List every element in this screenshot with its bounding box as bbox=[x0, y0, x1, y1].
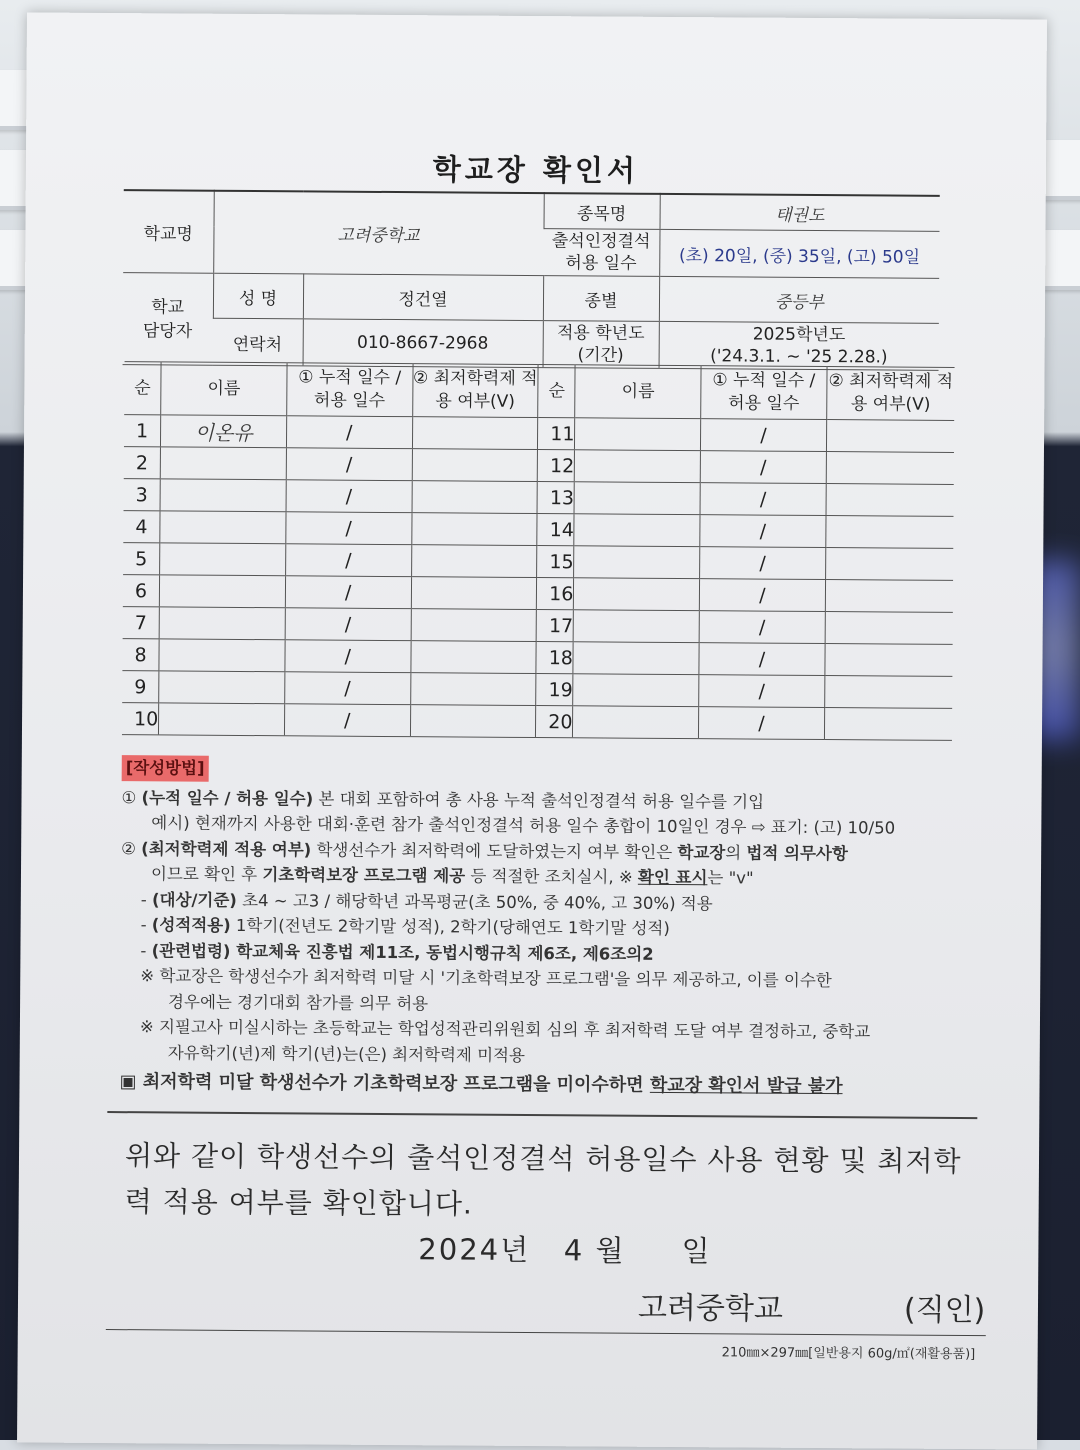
guide-text: 기초학력보장 프로그램 제공 bbox=[262, 865, 466, 886]
days-cell: / bbox=[286, 480, 412, 513]
student-name bbox=[160, 511, 286, 544]
header-days: ① 누적 일수 / 허용 일수 bbox=[287, 363, 413, 417]
min-cell bbox=[824, 676, 952, 709]
guide-text: 의 bbox=[725, 842, 747, 862]
guide-note: ※ 지필고사 미실시하는 초등학교는 학업성적관리위원회 심의 후 최저학력 도달 여부 결정하고, 중학교 bbox=[139, 1017, 871, 1042]
row-number: 5 bbox=[123, 543, 160, 575]
guide-text: (성적적용) bbox=[151, 915, 231, 935]
student-name bbox=[573, 642, 699, 675]
guide-text: (대상/기준) bbox=[151, 889, 237, 910]
row-number: 19 bbox=[536, 674, 573, 706]
guide-text: 초4 ~ 고3 / 해당학년 과목평균(초 50%, 중 40%, 고 30%) 적용 bbox=[236, 890, 713, 913]
student-name bbox=[160, 479, 286, 512]
school-label: 학교명 bbox=[123, 190, 214, 273]
header-no: 순 bbox=[538, 365, 576, 418]
instructions-tag: [작성방법] bbox=[122, 755, 209, 781]
days-cell: / bbox=[285, 640, 411, 673]
guide-example: 예시) 현재까지 사용한 대회·훈련 참가 출석인정결석 허용 일수 총합이 10일인 경우 ⇨ 표기: (고) 10/50 bbox=[151, 813, 896, 838]
min-cell bbox=[412, 481, 538, 514]
days-cell: / bbox=[700, 451, 826, 484]
days-cell: / bbox=[700, 547, 826, 580]
guide-text: 등 적절한 조치실시, ※ bbox=[465, 866, 639, 887]
attendance-table bbox=[122, 361, 955, 741]
min-cell bbox=[411, 513, 537, 546]
row-number: 18 bbox=[536, 642, 573, 674]
guide-text: 학교체육 진흥법 제11조, 동법시행규칙 제6조, 제6조의2 bbox=[230, 941, 654, 964]
paper-sheet bbox=[17, 12, 1047, 1449]
days-cell: / bbox=[699, 611, 825, 644]
school-signature: 고려중학교 bbox=[637, 1290, 783, 1327]
row-number: 7 bbox=[123, 607, 160, 639]
days-cell: / bbox=[285, 544, 411, 577]
guide-note: 경우에는 경기대회 참가를 의무 허용 bbox=[168, 991, 429, 1013]
days-cell: / bbox=[700, 515, 826, 548]
row-number: 3 bbox=[124, 479, 161, 511]
days-cell: / bbox=[286, 448, 412, 481]
phone-label: 연락처 bbox=[213, 318, 303, 366]
header-min: ② 최저학력제 적용 여부(V) bbox=[412, 364, 538, 418]
days-cell: / bbox=[284, 704, 410, 737]
min-cell bbox=[410, 641, 536, 674]
days-cell: / bbox=[286, 416, 412, 449]
guide-text: 본 대회 포함하여 총 사용 누적 출석인정결석 허용 일수를 기입 bbox=[313, 788, 765, 812]
min-cell bbox=[410, 705, 536, 738]
days-cell: / bbox=[286, 512, 412, 545]
guide-text: (누적 일수 / 허용 일수) bbox=[141, 787, 314, 808]
official-seal: (직인) bbox=[903, 1292, 986, 1329]
instructions bbox=[119, 755, 971, 1100]
days-cell: / bbox=[699, 707, 825, 740]
table-row bbox=[122, 703, 952, 741]
year-label: 적용 학년도 (기간) bbox=[543, 321, 659, 369]
info-table bbox=[123, 189, 940, 371]
date: 2024년 4 월 일 bbox=[418, 1232, 712, 1269]
phone-value: 010-8667-2968 bbox=[303, 319, 543, 368]
name-value: 정건열 bbox=[303, 274, 543, 321]
contact-person-label: 학교 담당자 bbox=[123, 273, 214, 366]
min-cell bbox=[824, 708, 952, 741]
guide-text: 법적 의무사항 bbox=[746, 843, 848, 863]
row-number: 9 bbox=[122, 671, 159, 703]
guide-text: 학교장 bbox=[677, 842, 726, 862]
year-value-cell bbox=[659, 321, 939, 370]
row-number: 6 bbox=[123, 575, 160, 607]
days-cell: / bbox=[699, 579, 825, 612]
min-cell bbox=[410, 673, 536, 706]
student-name bbox=[160, 575, 286, 608]
student-name bbox=[575, 450, 701, 483]
guide-text: 이므로 확인 후 bbox=[150, 864, 263, 885]
row-number: 13 bbox=[537, 482, 574, 514]
guide-text: ▣ 최저학력 미달 학생선수가 기초학력보장 프로그램을 미이수하면 bbox=[119, 1071, 650, 1096]
row-number: 15 bbox=[537, 546, 574, 578]
row-number: 17 bbox=[536, 610, 573, 642]
year-value: 2025학년도 bbox=[752, 324, 846, 346]
year-period: ('24.3.1. ~ '25 2.28.) bbox=[710, 346, 888, 368]
divider bbox=[106, 1329, 986, 1336]
row-number: 4 bbox=[123, 511, 160, 543]
row-number: 8 bbox=[122, 639, 159, 671]
category-label: 종별 bbox=[543, 276, 659, 322]
school-value: 고려중학교 bbox=[213, 191, 544, 276]
absence-value: (초) 20일, (중) 35일, (고) 50일 bbox=[659, 229, 939, 278]
guide-text: 1학기(전년도 2학기말 성적), 2학기(당해연도 1학기말 성적) bbox=[230, 915, 670, 938]
min-cell bbox=[411, 545, 537, 578]
guide-text: 확인 표시 bbox=[637, 867, 708, 888]
guide-text: - bbox=[140, 940, 152, 960]
student-name bbox=[574, 610, 700, 643]
name-label: 성 명 bbox=[213, 273, 303, 319]
row-number: 2 bbox=[124, 447, 161, 479]
header-min: ② 최저학력제 적용 여부(V) bbox=[826, 367, 954, 421]
days-cell: / bbox=[285, 672, 411, 705]
row-number: 12 bbox=[537, 450, 574, 482]
guide-text: - bbox=[140, 889, 153, 909]
row-number: 20 bbox=[536, 706, 573, 738]
min-cell bbox=[412, 417, 538, 450]
student-name bbox=[159, 639, 285, 672]
row-number: 16 bbox=[537, 578, 574, 610]
min-cell bbox=[411, 577, 537, 610]
student-name bbox=[159, 607, 285, 640]
days-cell: / bbox=[285, 576, 411, 609]
row-number: 14 bbox=[537, 514, 574, 546]
student-name bbox=[574, 578, 700, 611]
student-name: 이온유 bbox=[161, 415, 287, 448]
guide-text: 학생선수가 최저학력에 도달하였는지 여부 확인은 bbox=[311, 839, 678, 862]
row-number: 11 bbox=[538, 418, 575, 450]
absence-label: 출석인정결석 허용 일수 bbox=[543, 229, 659, 277]
student-name bbox=[573, 706, 699, 739]
min-cell bbox=[411, 609, 537, 642]
guide-text: 는 "v" bbox=[707, 868, 754, 888]
guide-text: (최저학력제 적용 여부) bbox=[141, 838, 312, 859]
min-cell bbox=[825, 580, 953, 613]
days-cell: / bbox=[699, 643, 825, 676]
min-cell bbox=[825, 548, 953, 581]
document-title: 학교장 확인서 bbox=[432, 152, 640, 188]
student-name bbox=[573, 674, 699, 707]
days-cell: / bbox=[701, 419, 827, 452]
category-value: 중등부 bbox=[659, 276, 939, 323]
student-name bbox=[574, 546, 700, 579]
student-name bbox=[574, 514, 700, 547]
header-days: ① 누적 일수 / 허용 일수 bbox=[701, 366, 827, 420]
header-no: 순 bbox=[124, 362, 161, 415]
row-number: 10 bbox=[122, 703, 159, 735]
student-name bbox=[159, 703, 285, 736]
min-cell bbox=[826, 420, 954, 453]
min-cell bbox=[826, 452, 954, 485]
student-name bbox=[159, 671, 285, 704]
student-name bbox=[574, 482, 700, 515]
days-cell: / bbox=[699, 675, 825, 708]
min-cell bbox=[825, 612, 953, 645]
min-cell bbox=[412, 449, 538, 482]
min-cell bbox=[825, 644, 953, 677]
student-name bbox=[575, 418, 701, 451]
guide-text: 학교장 확인서 발급 불가 bbox=[649, 1074, 843, 1098]
days-cell: / bbox=[700, 483, 826, 516]
paper-spec-footnote: 210㎜×297㎜[일반용지 60g/㎡(재활용품)] bbox=[721, 1345, 976, 1363]
guide-text: - bbox=[140, 915, 152, 935]
guide-text: ② bbox=[121, 838, 142, 858]
student-name bbox=[160, 543, 286, 576]
sport-label: 종목명 bbox=[544, 193, 660, 229]
days-cell: / bbox=[285, 608, 411, 641]
divider bbox=[107, 1111, 977, 1119]
sport-value: 태권도 bbox=[660, 194, 940, 231]
student-name bbox=[160, 447, 286, 480]
header-name: 이름 bbox=[161, 362, 287, 416]
guide-note: ※ 학교장은 학생선수가 최저학력 미달 시 '기초학력보장 프로그램'을 의무 제공하고, 이를 이수한 bbox=[140, 966, 832, 991]
min-cell bbox=[826, 484, 954, 517]
confirmation-text: 위와 같이 학생선수의 출석인정결석 허용일수 사용 현황 및 최저학력 적용 여부를 확인합니다. bbox=[124, 1139, 962, 1221]
guide-text: (관련법령) bbox=[151, 940, 231, 961]
header-name: 이름 bbox=[575, 365, 701, 419]
guide-note: 자유학기(년)제 학기(년)는(은) 최저학력제 미적용 bbox=[167, 1042, 526, 1065]
min-cell bbox=[826, 516, 954, 549]
guide-text: ① bbox=[121, 787, 142, 807]
row-number: 1 bbox=[124, 415, 161, 447]
